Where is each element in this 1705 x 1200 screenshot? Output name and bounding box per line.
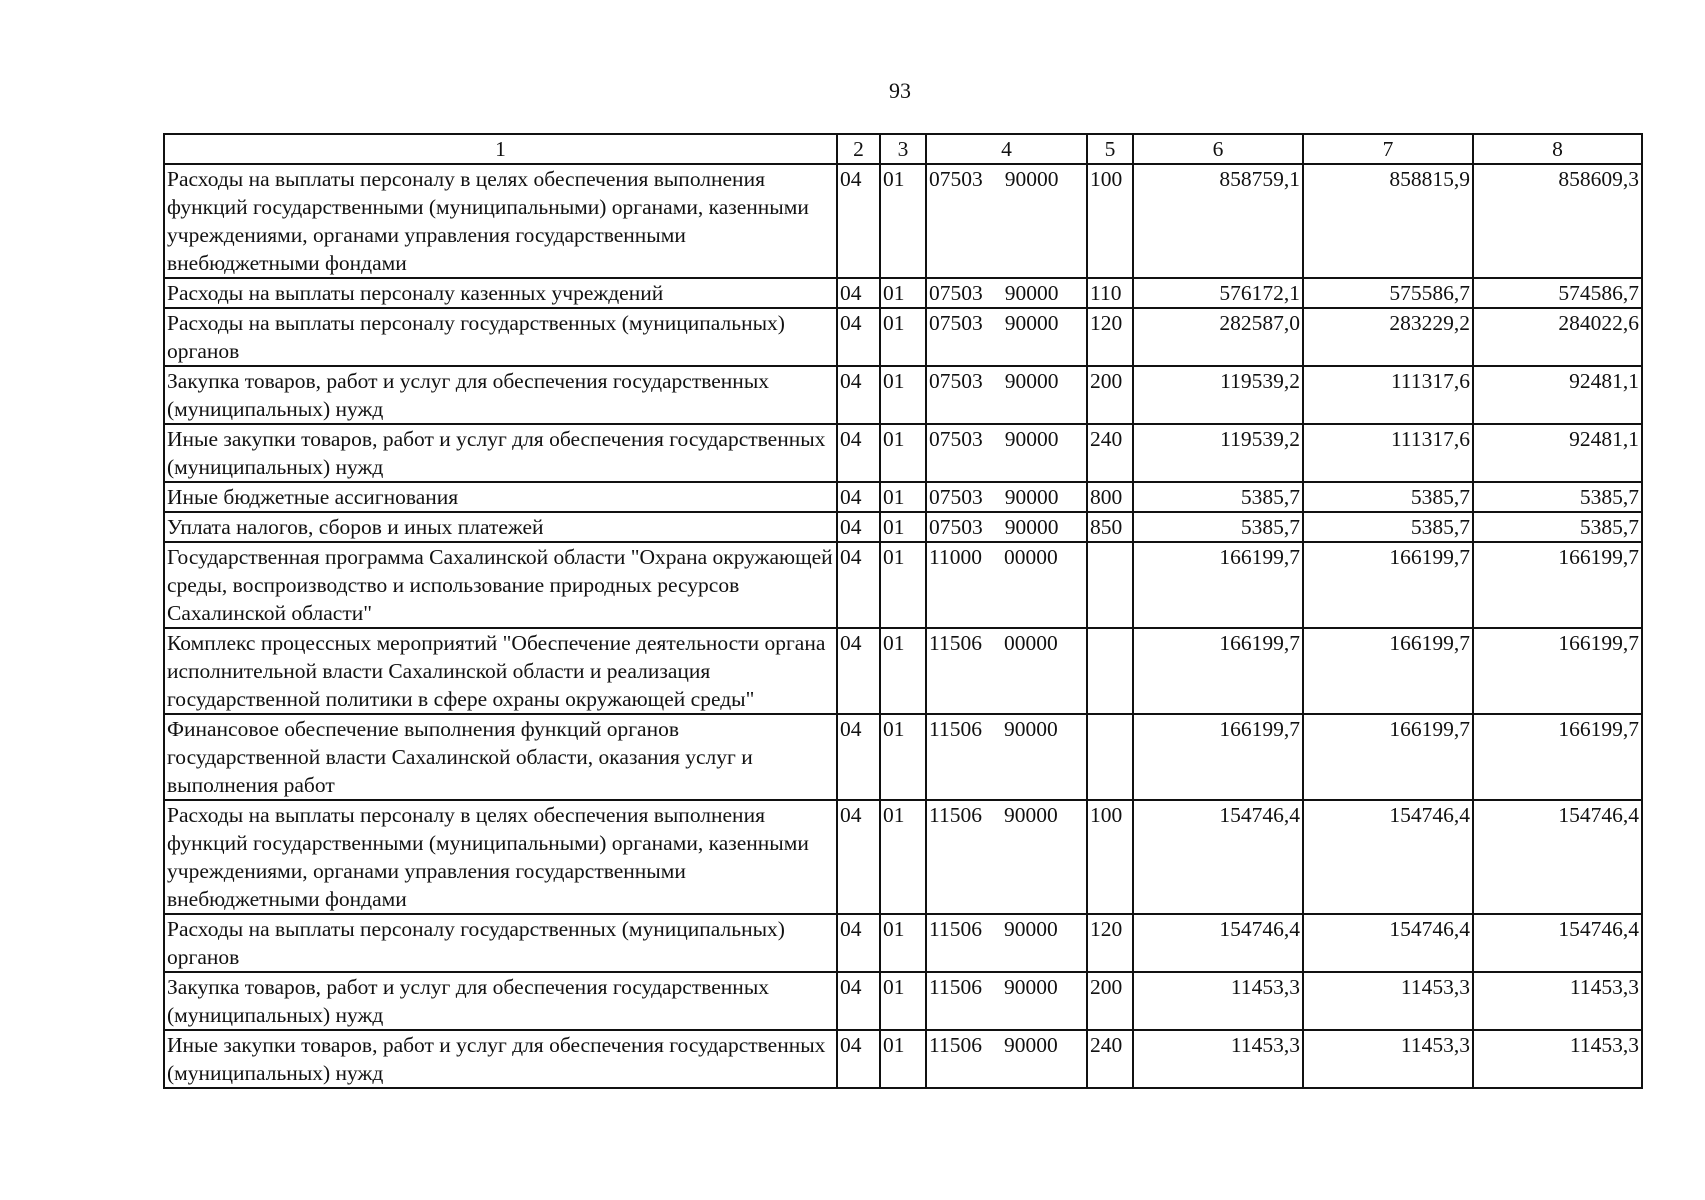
code-subsection: 01 <box>880 972 926 1030</box>
amount-year-1: 166199,7 <box>1133 628 1303 714</box>
header-cell-5: 5 <box>1087 134 1133 164</box>
code-program: 07503 <box>929 311 983 335</box>
code-subsection: 01 <box>880 714 926 800</box>
code-section: 04 <box>837 164 880 278</box>
code-subsection: 01 <box>880 914 926 972</box>
code-section: 04 <box>837 628 880 714</box>
amount-year-2: 166199,7 <box>1303 714 1473 800</box>
code-direction: 90000 <box>1003 917 1058 941</box>
budget-table <box>163 133 1643 1089</box>
code-target-article <box>926 482 1087 512</box>
amount-year-1: 282587,0 <box>1133 308 1303 366</box>
code-direction: 90000 <box>1004 281 1059 305</box>
code-section: 04 <box>837 366 880 424</box>
code-subsection: 01 <box>880 800 926 914</box>
code-subsection: 01 <box>880 424 926 482</box>
table-row <box>164 512 1642 542</box>
page-number: 93 <box>889 78 911 103</box>
code-expense-type: 100 <box>1087 164 1133 278</box>
code-target-article <box>926 424 1087 482</box>
amount-year-2: 166199,7 <box>1303 628 1473 714</box>
code-section: 04 <box>837 914 880 972</box>
code-subsection: 01 <box>880 278 926 308</box>
code-expense-type: 850 <box>1087 512 1133 542</box>
code-expense-type: 240 <box>1087 424 1133 482</box>
amount-year-1: 166199,7 <box>1133 542 1303 628</box>
amount-year-2: 283229,2 <box>1303 308 1473 366</box>
amount-year-1: 11453,3 <box>1133 1030 1303 1088</box>
expense-name: Закупка товаров, работ и услуг для обеспечения государственных (муниципальных) нужд <box>164 366 837 424</box>
code-program: 07503 <box>929 281 983 305</box>
amount-year-1: 11453,3 <box>1133 972 1303 1030</box>
code-program: 11506 <box>929 803 982 827</box>
amount-year-3: 154746,4 <box>1473 914 1642 972</box>
header-row <box>164 134 1642 164</box>
table-row <box>164 542 1642 628</box>
code-direction: 90000 <box>1004 427 1059 451</box>
code-section: 04 <box>837 512 880 542</box>
code-program: 11506 <box>929 717 982 741</box>
amount-year-2: 11453,3 <box>1303 972 1473 1030</box>
amount-year-3: 166199,7 <box>1473 628 1642 714</box>
amount-year-2: 154746,4 <box>1303 800 1473 914</box>
expense-name: Расходы на выплаты персоналу государственных (муниципальных) органов <box>164 308 837 366</box>
code-program: 07503 <box>929 515 983 539</box>
code-subsection: 01 <box>880 164 926 278</box>
amount-year-3: 5385,7 <box>1473 482 1642 512</box>
code-section: 04 <box>837 542 880 628</box>
expense-name: Финансовое обеспечение выполнения функций органов государственной власти Сахалинской области, оказания услуг и выполнения работ <box>164 714 837 800</box>
table-row <box>164 1030 1642 1088</box>
amount-year-3: 166199,7 <box>1473 714 1642 800</box>
code-program: 11506 <box>929 631 982 655</box>
code-direction: 90000 <box>1003 1033 1058 1057</box>
table-row <box>164 714 1642 800</box>
amount-year-3: 5385,7 <box>1473 512 1642 542</box>
code-subsection: 01 <box>880 512 926 542</box>
code-direction: 90000 <box>1004 311 1059 335</box>
amount-year-2: 166199,7 <box>1303 542 1473 628</box>
expense-name: Расходы на выплаты персоналу казенных учреждений <box>164 278 837 308</box>
code-program: 11000 <box>929 545 982 569</box>
code-target-article <box>926 628 1087 714</box>
expense-name: Государственная программа Сахалинской области "Охрана окружающей среды, воспроизводство и использование природных ресурсов Сахалинской области" <box>164 542 837 628</box>
code-section: 04 <box>837 424 880 482</box>
table-row <box>164 972 1642 1030</box>
code-target-article <box>926 278 1087 308</box>
code-section: 04 <box>837 1030 880 1088</box>
amount-year-1: 119539,2 <box>1133 424 1303 482</box>
expense-name: Уплата налогов, сборов и иных платежей <box>164 512 837 542</box>
code-target-article <box>926 512 1087 542</box>
expense-name: Иные закупки товаров, работ и услуг для обеспечения государственных (муниципальных) нужд <box>164 1030 837 1088</box>
header-cell-4: 4 <box>926 134 1087 164</box>
expense-name: Расходы на выплаты персоналу государственных (муниципальных) органов <box>164 914 837 972</box>
header-cell-3: 3 <box>880 134 926 164</box>
code-direction: 00000 <box>1003 545 1058 569</box>
code-expense-type: 200 <box>1087 972 1133 1030</box>
code-direction: 90000 <box>1003 975 1058 999</box>
amount-year-2: 154746,4 <box>1303 914 1473 972</box>
expense-name: Иные закупки товаров, работ и услуг для обеспечения государственных (муниципальных) нужд <box>164 424 837 482</box>
header-cell-6: 6 <box>1133 134 1303 164</box>
code-direction: 90000 <box>1003 717 1058 741</box>
code-subsection: 01 <box>880 308 926 366</box>
code-direction: 90000 <box>1003 803 1058 827</box>
amount-year-2: 575586,7 <box>1303 278 1473 308</box>
amount-year-3: 92481,1 <box>1473 424 1642 482</box>
code-subsection: 01 <box>880 482 926 512</box>
header-cell-8: 8 <box>1473 134 1642 164</box>
amount-year-2: 111317,6 <box>1303 424 1473 482</box>
code-program: 07503 <box>929 485 983 509</box>
code-expense-type: 120 <box>1087 308 1133 366</box>
table-row <box>164 628 1642 714</box>
code-expense-type: 100 <box>1087 800 1133 914</box>
code-expense-type <box>1087 714 1133 800</box>
code-target-article <box>926 308 1087 366</box>
code-section: 04 <box>837 714 880 800</box>
amount-year-3: 284022,6 <box>1473 308 1642 366</box>
code-target-article <box>926 714 1087 800</box>
code-section: 04 <box>837 482 880 512</box>
table-row <box>164 800 1642 914</box>
table-row <box>164 308 1642 366</box>
code-subsection: 01 <box>880 1030 926 1088</box>
expense-name: Иные бюджетные ассигнования <box>164 482 837 512</box>
amount-year-1: 154746,4 <box>1133 914 1303 972</box>
amount-year-3: 858609,3 <box>1473 164 1642 278</box>
code-program: 07503 <box>929 427 983 451</box>
amount-year-3: 11453,3 <box>1473 972 1642 1030</box>
header-cell-7: 7 <box>1303 134 1473 164</box>
code-expense-type <box>1087 542 1133 628</box>
code-target-article <box>926 914 1087 972</box>
amount-year-1: 576172,1 <box>1133 278 1303 308</box>
code-target-article <box>926 800 1087 914</box>
amount-year-1: 858759,1 <box>1133 164 1303 278</box>
amount-year-1: 166199,7 <box>1133 714 1303 800</box>
code-expense-type: 200 <box>1087 366 1133 424</box>
amount-year-3: 11453,3 <box>1473 1030 1642 1088</box>
code-program: 11506 <box>929 1033 982 1057</box>
table-row <box>164 424 1642 482</box>
table-row <box>164 914 1642 972</box>
expense-name: Закупка товаров, работ и услуг для обеспечения государственных (муниципальных) нужд <box>164 972 837 1030</box>
table-row <box>164 278 1642 308</box>
code-direction: 90000 <box>1004 485 1059 509</box>
code-target-article <box>926 164 1087 278</box>
code-expense-type: 240 <box>1087 1030 1133 1088</box>
amount-year-3: 166199,7 <box>1473 542 1642 628</box>
code-subsection: 01 <box>880 542 926 628</box>
code-direction: 90000 <box>1004 369 1059 393</box>
code-subsection: 01 <box>880 628 926 714</box>
code-direction: 90000 <box>1004 515 1059 539</box>
code-section: 04 <box>837 800 880 914</box>
amount-year-1: 5385,7 <box>1133 482 1303 512</box>
code-program: 11506 <box>929 917 982 941</box>
code-expense-type: 110 <box>1087 278 1133 308</box>
amount-year-2: 5385,7 <box>1303 482 1473 512</box>
code-section: 04 <box>837 278 880 308</box>
code-expense-type: 800 <box>1087 482 1133 512</box>
header-cell-1: 1 <box>164 134 837 164</box>
code-target-article <box>926 972 1087 1030</box>
code-direction: 90000 <box>1004 167 1059 191</box>
expense-name: Расходы на выплаты персоналу в целях обеспечения выполнения функций государственными (муниципальными) органами, казенными учреждениями, органами управления государственными внебюджетными фондами <box>164 164 837 278</box>
code-subsection: 01 <box>880 366 926 424</box>
amount-year-2: 11453,3 <box>1303 1030 1473 1088</box>
code-program: 11506 <box>929 975 982 999</box>
table-body <box>164 164 1642 1088</box>
table-row <box>164 366 1642 424</box>
code-direction: 00000 <box>1003 631 1058 655</box>
code-program: 07503 <box>929 167 983 191</box>
code-expense-type <box>1087 628 1133 714</box>
code-target-article <box>926 542 1087 628</box>
table-row <box>164 164 1642 278</box>
code-target-article <box>926 1030 1087 1088</box>
amount-year-3: 154746,4 <box>1473 800 1642 914</box>
header-cell-2: 2 <box>837 134 880 164</box>
code-section: 04 <box>837 308 880 366</box>
expense-name: Комплекс процессных мероприятий "Обеспечение деятельности органа исполнительной власти Сахалинской области и реализация государственной политики в сфере охраны окружающей среды" <box>164 628 837 714</box>
table-row <box>164 482 1642 512</box>
code-expense-type: 120 <box>1087 914 1133 972</box>
amount-year-2: 858815,9 <box>1303 164 1473 278</box>
amount-year-1: 119539,2 <box>1133 366 1303 424</box>
code-program: 07503 <box>929 369 983 393</box>
code-section: 04 <box>837 972 880 1030</box>
code-target-article <box>926 366 1087 424</box>
amount-year-3: 574586,7 <box>1473 278 1642 308</box>
amount-year-3: 92481,1 <box>1473 366 1642 424</box>
amount-year-1: 5385,7 <box>1133 512 1303 542</box>
amount-year-2: 111317,6 <box>1303 366 1473 424</box>
amount-year-2: 5385,7 <box>1303 512 1473 542</box>
expense-name: Расходы на выплаты персоналу в целях обеспечения выполнения функций государственными (муниципальными) органами, казенными учреждениями, органами управления государственными внебюджетными фондами <box>164 800 837 914</box>
amount-year-1: 154746,4 <box>1133 800 1303 914</box>
